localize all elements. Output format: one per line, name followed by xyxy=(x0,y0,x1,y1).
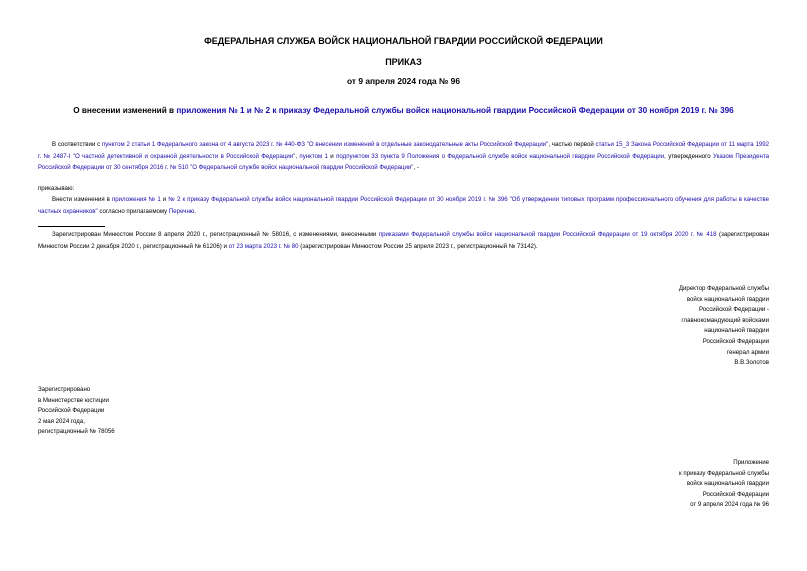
appendix-line: к приказу Федеральной службы xyxy=(679,469,769,477)
point-1-link[interactable]: пунктом 1 xyxy=(299,152,328,160)
text-fragment: , частью первой xyxy=(548,141,596,148)
appendix-block xyxy=(599,458,769,511)
document-date-number: от 9 апреля 2024 года № 96 xyxy=(347,76,460,86)
text-fragment: , xyxy=(295,152,300,160)
order-paragraph xyxy=(38,194,769,217)
footnote-divider xyxy=(38,226,105,227)
law-440-link[interactable]: пунктом 2 статьи 1 Федерального закона от 4 августа 2023 г. № 440-ФЗ "О внесении изменений в отдельные законодательные акты Российской Федерации" xyxy=(101,141,549,148)
text-fragment: , - xyxy=(413,164,419,171)
appendix-line: войск национальной гвардии xyxy=(686,480,769,488)
footnote xyxy=(38,229,769,252)
appendix-line: Приложение xyxy=(733,459,769,466)
title-link[interactable]: приложения № 1 и № 2 к приказу Федеральной службы войск национальной гвардии Российской Федерации от 30 ноября 2019 г. № 396 xyxy=(176,106,734,115)
registration-line: Зарегистрировано xyxy=(38,386,91,393)
signature-line: национальной гвардии xyxy=(704,327,769,335)
signature-line: генерал армии xyxy=(726,348,769,356)
appendix-line: Российской Федерации xyxy=(702,490,769,498)
text-fragment: и xyxy=(327,152,337,160)
order-396-link[interactable]: № 2 к приказу Федеральной службы войск национальной гвардии Российской Федерации от 30 ноября 2019 г. № 396 "Об утверждении типовых программ профессионального обучения для работы в качестве частных охранников" xyxy=(38,196,769,215)
preamble-paragraph xyxy=(38,139,769,174)
signature-line: войск национальной гвардии xyxy=(686,295,769,303)
text-fragment: согласно прилагаемому xyxy=(97,207,169,215)
appendix-1-link[interactable]: приложения № 1 xyxy=(111,196,161,203)
text-fragment: и xyxy=(160,196,169,203)
text-fragment: , утвержденного xyxy=(664,152,713,160)
regulation-link[interactable]: подпунктом 33 пункта 9 Положения о Федеральной службе войск национальной гвардии Российской Федерации xyxy=(336,152,665,160)
text-fragment: Внести изменения в xyxy=(52,196,112,203)
signature-line: Российской Федерации xyxy=(702,337,769,345)
text-fragment: В соответствии с xyxy=(52,141,102,148)
signature-name: В.В.Золотов xyxy=(734,359,769,367)
decree-510-link[interactable]: Указом Президента Российской Федерации от 30 сентября 2016 г. № 510 "О Федеральной службе войск национальной гвардии Российской Федерации" xyxy=(38,152,770,171)
text-fragment: (зарегистрирован Минюстом России 25 апреля 2023 г., регистрационный № 73142). xyxy=(298,242,538,250)
text-fragment: Зарегистрирован Минюстом России 8 апреля 2020 г., регистрационный № 58016, с изменениями, внесенными xyxy=(52,231,379,238)
list-link[interactable]: Перечню xyxy=(168,207,195,215)
title-prefix: О внесении изменений в xyxy=(73,106,177,115)
registration-line: в Министерстве юстиции xyxy=(38,396,109,404)
order-80-link[interactable]: от 23 марта 2023 г. № 80 xyxy=(228,242,299,250)
appendix-line: от 9 апреля 2024 года № 96 xyxy=(690,501,769,509)
document-type: ПРИКАЗ xyxy=(385,57,422,67)
registration-line: 2 мая 2024 года, xyxy=(38,417,85,425)
signature-line: Российской Федерации - xyxy=(699,306,769,314)
registration-line: регистрационный № 78056 xyxy=(38,428,115,436)
registration-line: Российской Федерации xyxy=(38,407,105,415)
orders-418-link[interactable]: приказами Федеральной службы войск национальной гвардии Российской Федерации от 19 октября 2020 г. № 418 xyxy=(378,231,717,238)
law-2487-link[interactable]: статьи 15_3 Закона Российской Федерации от 11 марта 1992 г. № 2487-I "О частной детективной и охранной деятельности в Российской Федерации" xyxy=(38,141,769,160)
signature-line: главнокомандующий войсками xyxy=(681,316,769,324)
signature-line: Директор Федеральной службы xyxy=(678,285,769,292)
signature-block xyxy=(599,284,769,369)
registration-block xyxy=(38,385,238,438)
text-fragment: . xyxy=(194,207,197,215)
order-word: приказываю: xyxy=(38,185,75,192)
agency-heading: ФЕДЕРАЛЬНАЯ СЛУЖБА ВОЙСК НАЦИОНАЛЬНОЙ ГВАРДИИ РОССИЙСКОЙ ФЕДЕРАЦИИ xyxy=(204,36,603,46)
text-fragment: (зарегистрирован Минюстом России 2 декабря 2020 г., регистрационный № 61206) и xyxy=(38,231,770,250)
document-title xyxy=(0,106,807,115)
